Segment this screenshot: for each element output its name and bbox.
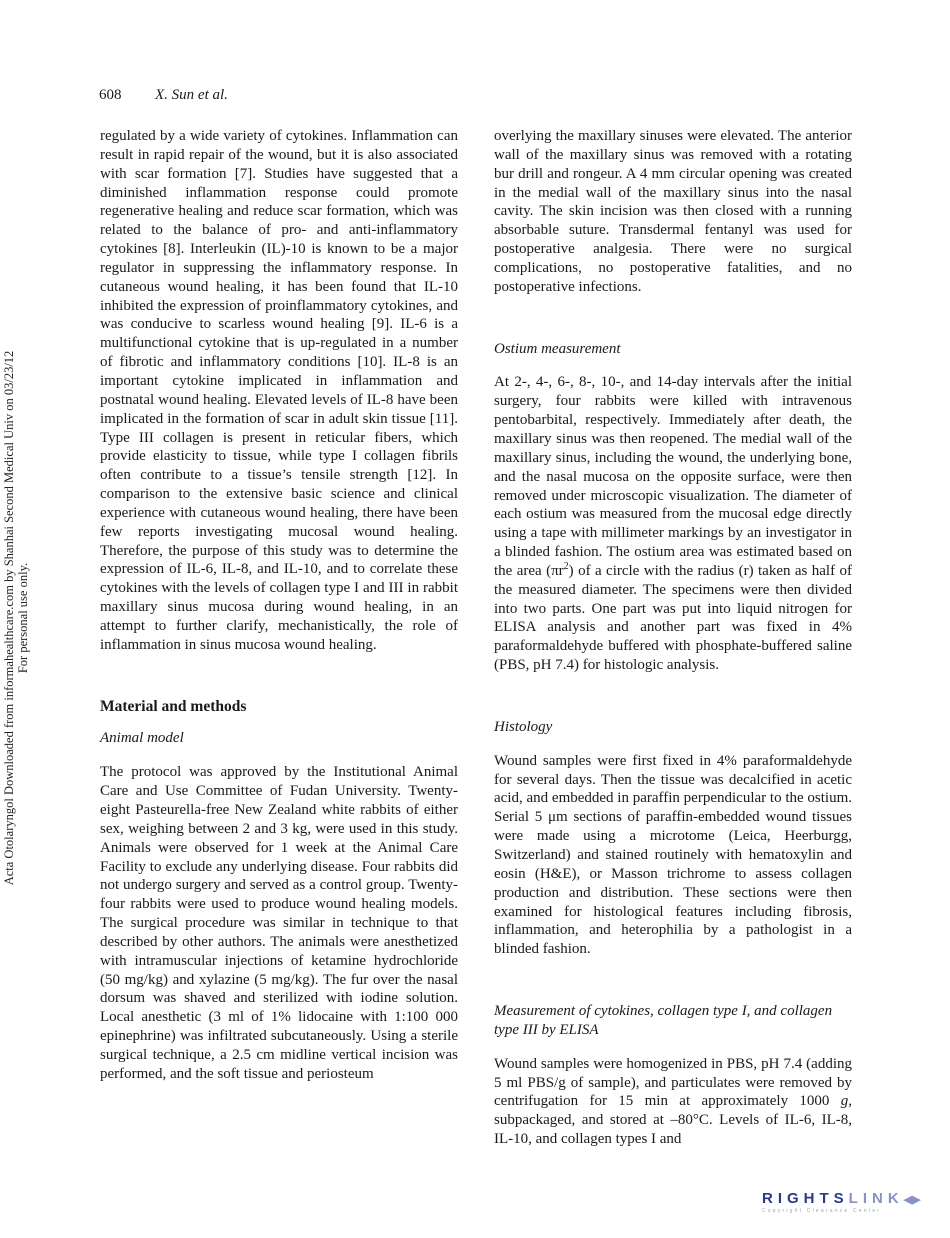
watermark-line-2: For personal use only. (16, 562, 30, 674)
download-watermark (2, 348, 38, 888)
ostium-text-b: ) of a circle with the radius (r) taken as half of the measured diameter. The specimens were then divided into two parts. One part was put into liquid nitrogen for ELISA analysis and another part was fixed in 4% paraformaldehyde buffered with phosphate-buffered saline (PBS, pH 7.4) for histologic analysis. (494, 562, 852, 674)
running-head-authors: X. Sun et al. (155, 87, 228, 103)
rightslink-wordmark (762, 1190, 937, 1207)
intro-paragraph: regulated by a wide variety of cytokines. Inflammation can result in rapid repair of the wound, but it is also associated with scar formation [7]. Studies have suggested that a diminished inflammation response could promote regenerative healing and reduce scar formation, which was related to the balance of pro- and anti-inflammatory cytokines [8]. Interleukin (IL)-10 is known to be a major regulator in suppressing the inflammatory response. In cutaneous wound healing, it has been found that IL-10 inhibited the expression of proinflammatory cytokines, and was conducive to scarless wound healing [9]. IL-6 is a multifunctional cytokine that is up-regulated in a number of fibrotic and inflammatory conditions [10]. IL-8 is an important cytokine implicated in inflammation and postnatal wound healing. Elevated levels of IL-8 have been implicated in the formation of scar in adult skin tissue [11]. Type III collagen is present in reticular fibers, which provide elasticity to tissue, while type I collagen fibrils often contribute to a tissue’s tensile strength [12]. In comparison to the extensive basic science and clinical experience with cutaneous wound healing, there have been few reports investigating mucosal wound healing. Therefore, the purpose of this study was to determine the expression of IL-6, IL-8, and IL-10, and to correlate these cytokines with the levels of collagen type I and III in rabbit maxillary sinus mucosa during wound healing, in an attempt to further clarify, mechanistically, the role of inflammation in sinus mucosa wound healing. (100, 128, 458, 653)
histology-paragraph: Wound samples were first fixed in 4% paraformaldehyde for several days. Then the tissue was decalcified in acetic acid, and embedded in paraffin perpendicular to the ostium. Serial 5 μm sections of paraffin-embedded wound tissues were made using a microtome (Leica, Heerburgg, Switzerland) and stained routinely with hematoxylin and eosin (H&E), or Masson trichrome to assess collagen production and distribution. These sections were then examined for histological features including fibrosis, inflammation, and heterophilia by a pathologist in a blinded fashion. (494, 752, 852, 958)
rightslink-logo[interactable] (762, 1190, 937, 1214)
subsection-heading-animal-model: Animal model (100, 730, 184, 747)
logo-tagline: Copyright Clearance Center (762, 1208, 882, 1214)
elisa-italic-g: g (840, 1093, 849, 1110)
elisa-paragraph (494, 1055, 852, 1149)
page-number: 608 (99, 87, 122, 103)
subsection-heading-elisa: Measurement of cytokines, collagen type I, and collagen type III by ELISA (494, 1003, 833, 1038)
subsection-heading-histology: Histology (494, 718, 553, 735)
section-heading-methods: Material and methods (100, 697, 247, 715)
right-column (494, 127, 852, 1149)
subsection-heading-ostium: Ostium measurement (494, 340, 621, 357)
watermark-line-1: Acta Otolaryngol Downloaded from informahealthcare.com by Shanhai Second Medical Univ on 03/23/12 (2, 350, 16, 886)
logo-rights: RIGHTS (762, 1190, 849, 1207)
ostium-text-a: At 2-, 4-, 6-, 8-, 10-, and 14-day intervals after the initial surgery, four rabbits were killed with intravenous pentobarbital, respectively. Immediately after death, the maxillary sinus was then reopened. The medial wall of the maxillary sinus, including the wound, the underlying bone, and the nasal mucosa on the opposite surface, were then removed under microscopic visualization. The diameter of each ostium was measured from the mucosal edge directly using a tape with millimeter markings by an investigator in a blinded fashion. The ostium area was estimated based on the area (πr (494, 374, 852, 579)
surgery-continuation-paragraph: overlying the maxillary sinuses were elevated. The anterior wall of the maxillary sinus was removed with a rotating bur drill and rongeur. A 4 mm circular opening was created in the medial wall of the maxillary sinus into the nasal cavity. The skin incision was then closed with a running absorbable suture. Transdermal fentanyl was used for postoperative analgesia. There were no surgical complications, no postoperative fatalities, and no postoperative infections. (494, 128, 852, 295)
ostium-paragraph (494, 373, 852, 675)
animal-model-paragraph: The protocol was approved by the Institutional Animal Care and Use Committee of Fudan University. Twenty-eight Pasteurella-free New Zealand white rabbits of either sex, weighing between 2 and 3 kg, were used in this study. Animals were observed for 1 week at the Animal Care Facility to exclude any underlying disease. Four rabbits did not undergo surgery and served as a control group. Twenty-four rabbits were used to produce wound healing models. The surgical procedure was similar in technique to that described by other authors. The animals were anesthetized with intramuscular injections of ketamine hydrochloride (50 mg/kg) and xylazine (5 mg/kg). The fur over the nasal dorsum was shaved and sterilized with iodine solution. Local anesthetic (3 ml of 1% lidocaine with 1:100 000 epinephrine) was infiltrated subcutaneously. Using a sterile surgical technique, a 2.5 cm midline vertical incision was performed, and the soft tissue and periosteum (100, 764, 458, 1082)
logo-link: LINK (848, 1190, 904, 1207)
elisa-text-b: , subpackaged, and stored at –80°C. Levels of IL-6, IL-8, IL-10, and collagen types I and (494, 1093, 852, 1148)
elisa-text-a: Wound samples were homogenized in PBS, pH 7.4 (adding 5 ml PBS/g of sample), and particulates were removed by centrifugation for 15 min at approximately 1000 (494, 1055, 852, 1110)
logo-arrow-icon: ◀▶ (903, 1194, 921, 1206)
running-head (99, 87, 228, 104)
ostium-superscript: 2 (563, 560, 569, 572)
left-column (100, 127, 458, 1084)
